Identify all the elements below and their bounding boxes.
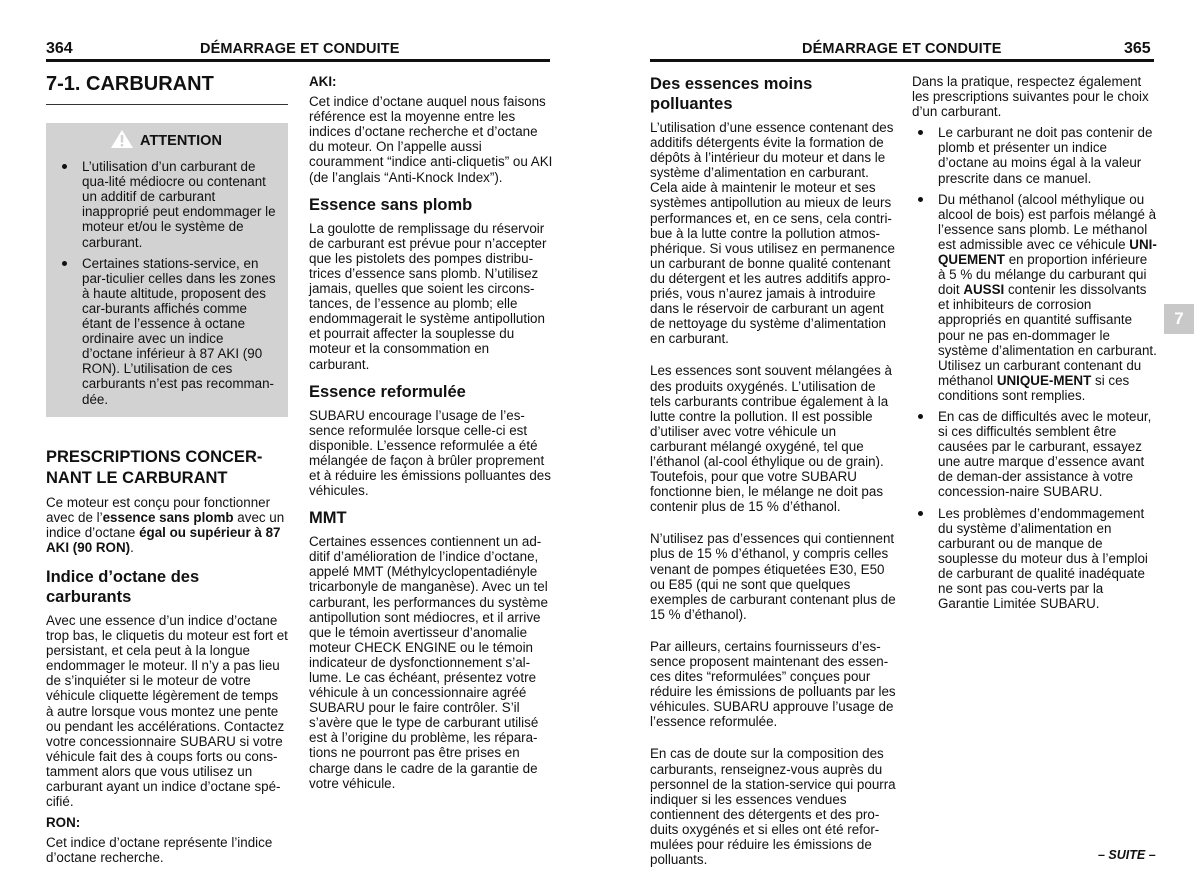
right-page-number: 365 [1124, 40, 1151, 57]
paragraph: L’utilisation d’une essence contenant des additifs détergents évite la formation de dépôts à l’intérieur du moteur et dans le système d’alimentation en carburant. Cela aide à maintenir le moteur et ses systèmes antipollution au mieux de leurs performances et, en ce sens, cela contri-bue à la lutte contre la pollution atmos-phérique. Si vous utilisez en permanence un carburant de bonne qualité contenant du détergent et les autres additifs appro-priés, vous n’aurez jamais à introduire dans le réservoir de carburant un agent de nettoyage du système d’alimentation en carburant. [650, 120, 895, 347]
aki-text: Cet indice d’octane auquel nous faisons référence est la moyenne entre les indices d’octane recherche et d’octane du moteur. On l’appelle aussi couramment “indice anti-cliquetis” ou AKI (de l’anglais “Anti-Knock Index”). [309, 94, 553, 185]
mmt-heading: MMT [309, 509, 347, 528]
octane-text: Avec une essence d’un indice d’octane trop bas, le cliquetis du moteur est fort et persistant, et cela peut à la longue endommager le moteur. Il n’y a pas lieu de s’inquiéter si le moteur de votre véhicule cliquette légèrement de temps à autre lorsque vous montez une pente ou pendant les accélérations. Contactez votre concessionnaire SUBARU si votre véhicule fait des à coups forts ou cons-tamment alors que vous utilisez un carburant ayant un indice d’octane spé-cifié. [46, 612, 288, 810]
practice-intro: Dans la pratique, respectez également les prescriptions suivantes pour le choix d’un carburant. [912, 74, 1149, 120]
list-item: Le carburant ne doit pas contenir de plomb et présenter un indice d’octane au moins égal à la valeur prescrite dans ce manuel. [912, 125, 1158, 185]
attention-list [56, 159, 276, 407]
left-header-rule [46, 59, 550, 62]
cleaner-fuels-heading: Des essences moins polluantes [650, 75, 813, 113]
list-item: En cas de difficultés avec le moteur, si ces difficultés semblent être causées par le carburant, essayez une autre marque d’essence avant de deman-der assistance à votre concession-naire SUBARU. [912, 409, 1158, 500]
unleaded-heading: Essence sans plomb [309, 195, 473, 214]
left-page-number: 364 [46, 40, 73, 57]
bullet-icon [918, 414, 923, 419]
attention-title: ATTENTION [140, 132, 222, 149]
attention-box [46, 123, 288, 417]
attention-item: Certaines stations-service, en par-ticulier celles dans les zones à haute altitude, proposent des car-burants affichés comme étant de l’essence à octane ordinaire avec un indice d’octane inférieur à 87 AKI (90 RON). L’utilisation de ces carburants n’est pas recomman-dée. [56, 256, 276, 407]
mmt-text: Certaines essences contiennent un ad-ditif d’amélioration de l’indice d’octane, appelé MMT (Méthylcyclopentadiényle tricarbonyle de manganèse). Avec un tel carburant, les performances du système antipollution sont médiocres, et il arrive que le témoin avertisseur d’anomalie moteur CHECK ENGINE ou le témoin indicateur de dysfonctionnement s’al-lume. Le cas échéant, présentez votre véhicule à un concessionnaire agréé SUBARU pour le faire contrôler. S’il s’avère que le type de carburant utilisé est à l’origine du problème, les répara-tions ne pourront pas être prises en charge dans le cadre de la garantie de votre véhicule. [309, 534, 548, 791]
chapter-tab: 7 [1164, 304, 1194, 334]
warning-triangle-icon [110, 129, 134, 153]
left-column-1 [46, 72, 288, 877]
continued-label: – SUITE – [1098, 848, 1156, 862]
section-title: 7-1. CARBURANT [46, 73, 214, 95]
paragraph: N’utilisez pas d’essences qui contiennent plus de 15 % d’éthanol, y compris celles venant de pompes étiquetées E30, E50 ou E85 (qui ne sont que quelques exemples de carburant contenant plus de 15 % d’éthanol). [650, 531, 896, 622]
ron-text: Cet indice d’octane représente l’indice d’octane recherche. [46, 835, 273, 866]
list-item: Les problèmes d’endommagement du système d’alimentation en carburant ou de manque de souplesse du moteur dus à l’emploi de carburant de qualité inadéquate ne sont pas cou-verts par la Garantie Limitée SUBARU. [912, 506, 1158, 612]
section-title-rule [46, 104, 288, 105]
right-header-rule [650, 59, 1154, 62]
reformulated-heading: Essence reformulée [309, 382, 466, 401]
paragraph: En cas de doute sur la composition des carburants, renseignez-vous auprès du personnel de la station-service qui pourra indiquer si les essences vendues contiennent des détergents et des pro-duits oxygénés et si elles ont été refor-mulées pour réduire les émissions de polluants. [650, 746, 896, 868]
right-column-2 [912, 74, 1158, 617]
left-running-head: DÉMARRAGE ET CONDUITE [200, 41, 400, 57]
right-column-1 [650, 74, 896, 879]
list-item: Du méthanol (alcool méthylique ou alcool de bois) est parfois mélangé à l’essence sans plomb. Le méthanol est admissible avec ce véhicule UNI-QUEMENT en proportion inférieure à 5 % du mélange du carburant qui doit AUSSI contenir les dissolvants et inhibiteurs de corrosion appropriés en quantité suffisante pour ne pas en-dommager le système d’alimentation en carburant. Utilisez un carburant contenant du méthanol UNIQUE-MENT si ces conditions sont remplies. [912, 192, 1158, 403]
aki-label: AKI: [309, 74, 337, 89]
bullet-icon [62, 164, 67, 169]
prescriptions-text: Ce moteur est conçu pour fonctionner avec de l’essence sans plomb avec un indice d’octane égal ou supérieur à 87 AKI (90 RON). [46, 494, 285, 555]
prescription-list [912, 125, 1158, 611]
attention-item: L’utilisation d’un carburant de qua-lité médiocre ou contenant un additif de carburant inapproprié peut endommager le moteur et/ou le système de carburant. [56, 159, 276, 250]
left-column-2 [309, 74, 553, 803]
right-running-head: DÉMARRAGE ET CONDUITE [802, 41, 1002, 57]
bullet-icon [918, 511, 923, 516]
reformulated-text: SUBARU encourage l’usage de l’es-sence reformulée lorsque celle-ci est disponible. L’essence reformulée a été mélangée de façon à brûler proprement et à réduire les émissions polluantes des véhicules. [309, 407, 551, 499]
bullet-icon [62, 261, 67, 266]
attention-heading [56, 129, 276, 153]
ron-label: RON: [46, 815, 81, 831]
octane-heading: Indice d’octane des carburants [46, 567, 200, 606]
paragraph: Par ailleurs, certains fournisseurs d’es-sence proposent maintenant des essen-ces dites “reformulées” conçues pour réduire les émissions de polluants par les véhicules. SUBARU approuve l’usage de l’essence reformulée. [650, 638, 896, 730]
prescriptions-heading: PRESCRIPTIONS CONCER-NANT LE CARBURANT [46, 447, 263, 487]
unleaded-text: La goulotte de remplissage du réservoir de carburant est prévue pour n’accepter que les pistolets des pompes distribu-trices d’essence sans plomb. N’utilisez jamais, quelles que soient les circons-tances, de l’essence au plomb; elle endommagerait le système antipollution et pourrait affecter la souplesse du moteur et la consommation en carburant. [309, 220, 547, 372]
bullet-icon [918, 130, 923, 135]
paragraph: Les essences sont souvent mélangées à des produits oxygénés. L’utilisation de tels carburants contribue également à la lutte contre la pollution. Il est possible d’utiliser avec votre véhicule un carburant mélangé oxygéné, tel que l’éthanol (al-cool éthylique ou de grain). Toutefois, pour que votre SUBARU fonctionne bien, le mélange ne doit pas contenir plus de 15 % d’éthanol. [650, 363, 892, 515]
bullet-icon [918, 197, 923, 202]
